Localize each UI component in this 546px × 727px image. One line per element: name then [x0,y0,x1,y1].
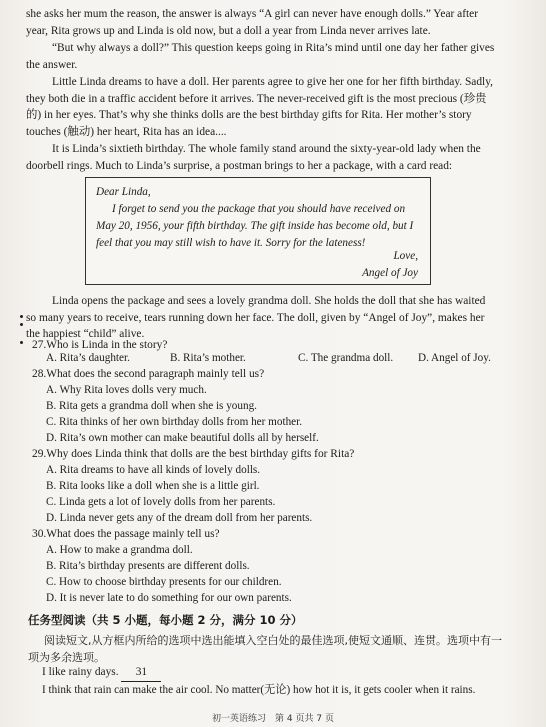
text-line: she asks her mum the reason, the answer is always “A girl can never have enough dolls.” Year after [26,8,479,20]
task-passage-line-1 [42,664,522,682]
letter-line: May 20, 1956, your fifth birthday. The gift inside has become old, but I [96,220,414,232]
option-a[interactable]: A. How to make a grandma doll. [46,544,193,556]
option-b[interactable]: B. Rita’s mother. [170,352,246,364]
letter-card [85,177,431,285]
margin-mark [20,323,23,326]
option-d[interactable]: D. It is never late to do something for our own parents. [46,592,292,604]
question-30-stem: 30.What does the passage mainly tell us? [32,528,220,540]
passage-paragraph-4 [26,141,526,174]
passage-paragraph-5 [26,293,526,343]
task-passage-line-2 [42,682,532,699]
option-a[interactable]: A. Why Rita loves dolls very much. [46,384,207,396]
option-c[interactable]: C. Rita thinks of her own birthday dolls from her mother. [46,416,303,428]
section-instruction: 阅读短文,从方框内所给的选项中选出能填入空白处的最佳选项,使短文通顺、连贯。选项中有一 [44,634,502,647]
option-b[interactable]: B. Rita gets a grandma doll when she is young. [46,400,257,412]
letter-signature: Angel of Joy [362,267,418,279]
text-line: they both die in a traffic accident before it arrives. The never-received gift is the most precious (珍贵 [26,92,487,105]
question-27-options [46,352,516,367]
text-line: year, Rita grows up and Linda is old now, but a doll a year from Linda never arrives late. [26,24,431,37]
section-heading: 任务型阅读（共 5 小题，每小题 2 分，满分 10 分） [28,613,303,627]
text-line: so many years to receive, tears running down her face. The doll, given by “Angel of Joy”, makes her [26,311,485,324]
letter-body [96,201,422,252]
letter-closing: Love, [393,250,418,262]
text-line: the happiest “child” alive. [26,328,145,341]
letter-salutation: Dear Linda, [96,186,151,198]
text-line: Linda opens the package and sees a lovely grandma doll. She holds the doll that she has waited [52,295,486,307]
option-a[interactable]: A. Rita’s daughter. [46,352,130,364]
text-line: “But why always a doll?” This question keeps going in Rita’s mind until one day her father gives [52,42,495,54]
option-c[interactable]: C. The grandma doll. [298,352,394,364]
letter-line: I forget to send you the package that you should have received on [112,203,406,215]
option-a[interactable]: A. Rita dreams to have all kinds of lovely dolls. [46,464,261,476]
passage-paragraph-3 [26,74,526,140]
text-line: Little Linda dreams to have a doll. Her parents agree to give her one for her fifth birthday. Sadly, [52,76,494,88]
text-line: the answer. [26,58,78,71]
text-line: I think that rain can make the air cool. No matter(无论) how hot it is, it gets cooler when it rains. [42,684,476,696]
question-29-stem: 29.Why does Linda think that dolls are the best birthday gifts for Rita? [32,448,355,460]
option-b[interactable]: B. Rita’s birthday presents are different dolls. [46,560,250,572]
page-footer: 初一英语练习 第 4 页共 7 页 [212,714,334,724]
text-line: I like rainy days. [42,666,119,678]
option-c[interactable]: C. Linda gets a lot of lovely dolls from her parents. [46,496,276,508]
question-28-stem: 28.What does the second paragraph mainly tell us? [32,368,265,380]
text-line: 的) in her eyes. That’s why she thinks dolls are the best birthday gifts for Rita. Her mother’s story [26,109,472,122]
text-line: It is Linda’s sixtieth birthday. The whole family stand around the sixty-year-old lady when the [52,143,481,155]
option-d[interactable]: D. Rita’s own mother can make beautiful dolls all by herself. [46,432,319,444]
option-d[interactable]: D. Angel of Joy. [418,352,491,364]
margin-mark [20,341,23,344]
section-instruction-cont: 项为多余选项。 [28,651,105,664]
passage-paragraph-2 [26,40,526,73]
answer-blank-31[interactable]: 31 [121,664,161,682]
text-line: touches (触动) her heart, Rita has an idea.... [26,125,227,138]
option-b[interactable]: B. Rita looks like a doll when she is a little girl. [46,480,260,492]
letter-line: feel that you may still wish to have it. Sorry for the lateness! [96,237,366,249]
passage-paragraph-1 [26,6,526,39]
text-line: doorbell rings. Much to Linda’s surprise, a postman brings to her a package, with a card read: [26,159,453,172]
option-c[interactable]: C. How to choose birthday presents for our children. [46,576,282,588]
option-d[interactable]: D. Linda never gets any of the dream doll from her parents. [46,512,313,524]
margin-mark [20,315,23,318]
question-27-stem: 27.Who is Linda in the story? [32,339,168,351]
